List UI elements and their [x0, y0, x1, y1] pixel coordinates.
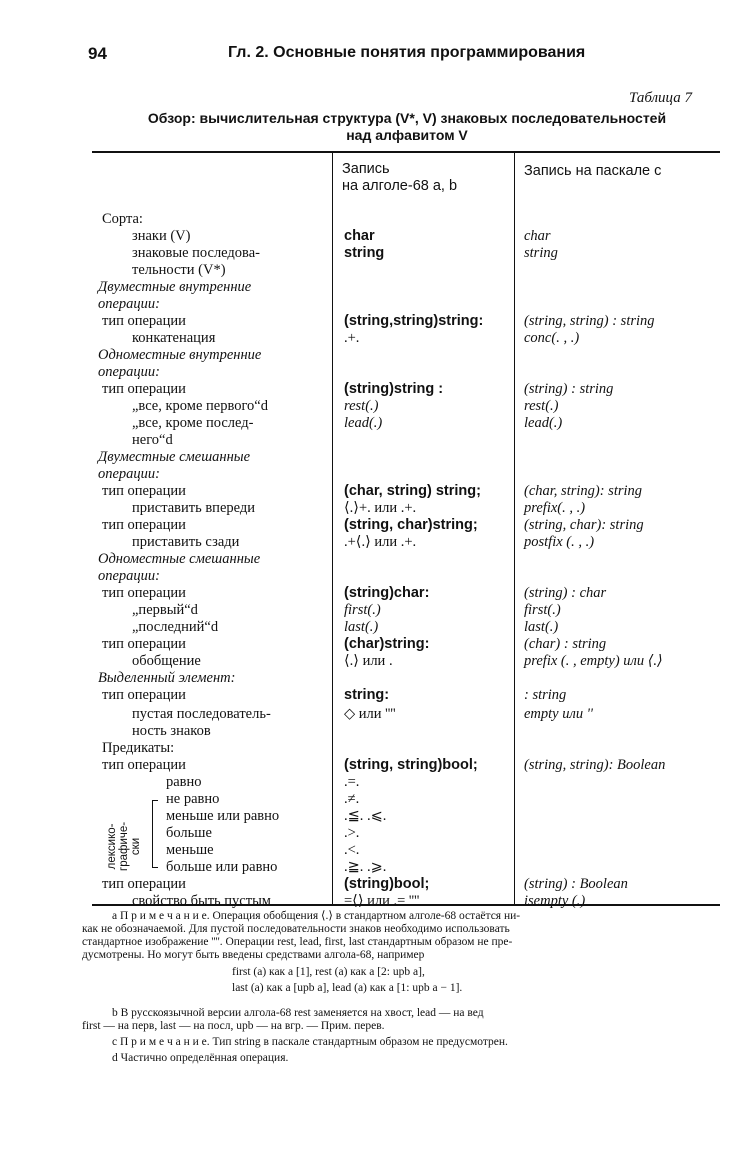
row-label: тип операции [102, 636, 186, 652]
algol-notation: .≧. .⩾. [344, 859, 387, 875]
table-title-line-1: Обзор: вычислительная структура (V*, V) знаковых последовательностей [147, 110, 667, 126]
pascal-notation: last(.) [524, 619, 559, 635]
footnote-line: с П р и м е ч а н и е. Тип string в паскале стандартным образом не предусмотрен. [112, 1036, 508, 1048]
algol-notation: (string,string)string: [344, 313, 484, 329]
footnote-line: first — на перв, last — на посл, upb — на вгр. — Прим. перев. [82, 1020, 385, 1032]
pascal-notation: (char, string): string [524, 483, 643, 499]
row-label: „последний“d [132, 619, 219, 635]
algol-notation: last(.) [344, 619, 379, 635]
row-label: Одноместные смешанные [98, 551, 261, 567]
algol-notation: =⟨⟩ или .= '''' [344, 893, 420, 909]
row-label: меньше [166, 842, 214, 858]
column-divider-1 [332, 153, 333, 904]
row-label: больше или равно [166, 859, 278, 875]
footnote-line: а П р и м е ч а н и е. Операция обобщения ⟨.⟩ в стандартном алголе-68 остаётся ни- [112, 910, 521, 922]
row-label: ность знаков [132, 723, 211, 739]
algol-notation: (string)bool; [344, 876, 430, 892]
row-label: операции: [98, 466, 161, 482]
row-label: Одноместные внутренние [98, 347, 262, 363]
row-label: меньше или равно [166, 808, 280, 824]
algol-notation: (char, string) string; [344, 483, 481, 499]
page-header [88, 44, 648, 66]
header-algol-line-2: на алголе-68 a, b [342, 178, 458, 194]
row-label: не равно [166, 791, 220, 807]
header-algol-line-1: Запись [342, 161, 390, 177]
algol-notation: (string)char: [344, 585, 430, 601]
row-label: тип операции [102, 585, 186, 601]
pascal-notation: prefix(. , .) [524, 500, 586, 516]
pascal-notation: lead(.) [524, 415, 563, 431]
header-pascal: Запись на паскале c [524, 163, 662, 179]
row-label: Двуместные внутренние [98, 279, 252, 295]
row-label: больше [166, 825, 212, 841]
pascal-notation: (string) : string [524, 381, 614, 397]
pascal-notation: (string, string): Boolean [524, 757, 666, 773]
row-label: конкатенация [132, 330, 216, 346]
row-label: Выделенный элемент: [98, 670, 236, 686]
footnote-line: b В русскоязычной версии алгола-68 rest заменяется на хвост, lead — на вед [112, 1007, 484, 1019]
algol-notation: .≠. [344, 791, 360, 807]
lexicographic-bracket [152, 800, 158, 868]
row-label: тип операции [102, 876, 186, 892]
row-label: операции: [98, 296, 161, 312]
algol-notation: .+. [344, 330, 360, 346]
pascal-notation: char [524, 228, 551, 244]
footnote-line: как не обозначаемой. Для пустой последовательности знаков необходимо использовать [82, 923, 510, 935]
algol-notation: (string, char)string; [344, 517, 478, 533]
lexicographic-label: лексико- графиче- ски [106, 821, 142, 871]
pascal-notation: (string) : char [524, 585, 607, 601]
algol-notation: ◇ или '''' [344, 706, 396, 722]
row-label: знаковые последова- [132, 245, 260, 261]
column-divider-2 [514, 153, 515, 904]
algol-notation: (string)string : [344, 381, 444, 397]
algol-notation: .<. [344, 842, 360, 858]
row-label: тип операции [102, 483, 186, 499]
pascal-notation: (char) : string [524, 636, 607, 652]
algol-notation: ⟨.⟩+. или .+. [344, 500, 417, 516]
row-label: тип операции [102, 517, 186, 533]
row-label: равно [166, 774, 202, 790]
algol-notation: .+⟨.⟩ или .+. [344, 534, 417, 550]
row-label: „первый“d [132, 602, 198, 618]
overview-table [92, 151, 720, 909]
algol-notation: lead(.) [344, 415, 383, 431]
row-label: пустая последователь- [132, 706, 271, 722]
algol-notation: .≦. .⩽. [344, 808, 387, 824]
table-number: Таблица 7 [629, 90, 692, 106]
footnote-line: дусмотрены. Но могут быть введены средствами алгола-68, например [82, 949, 425, 961]
algol-notation: .=. [344, 774, 360, 790]
pascal-notation: conc(. , .) [524, 330, 580, 346]
row-label: тип операции [102, 687, 186, 703]
pascal-notation: prefix (. , empty) или ⟨.⟩ [524, 653, 663, 669]
algol-notation: rest(.) [344, 398, 379, 414]
row-label: свойство быть пустым [132, 893, 271, 909]
algol-notation: (char)string: [344, 636, 430, 652]
row-label: Двуместные смешанные [98, 449, 251, 465]
algol-notation: char [344, 228, 375, 244]
row-label: знаки (V) [132, 228, 191, 244]
algol-notation: ⟨.⟩ или . [344, 653, 393, 669]
row-label: приставить сзади [132, 534, 240, 550]
algol-notation: string [344, 245, 385, 261]
row-label: Предикаты: [102, 740, 175, 756]
algol-notation: first(.) [344, 602, 381, 618]
pascal-notation: (string, string) : string [524, 313, 655, 329]
footnote-line: last (a) как a [upb a], lead (a) как a [1: upb a − 1]. [232, 982, 463, 994]
row-label: операции: [98, 568, 161, 584]
row-label: Сорта: [102, 211, 143, 227]
pascal-notation: empty или '' [524, 706, 593, 722]
table-title [96, 110, 718, 144]
pascal-notation: rest(.) [524, 398, 559, 414]
row-label: „все, кроме послед- [132, 415, 254, 431]
row-label: тельности (V*) [132, 262, 226, 278]
row-label: обобщение [132, 653, 201, 669]
row-label: приставить впереди [132, 500, 256, 516]
pascal-notation: first(.) [524, 602, 561, 618]
pascal-notation: : string [524, 687, 567, 703]
algol-notation: (string, string)bool; [344, 757, 478, 773]
pascal-notation: (string) : Boolean [524, 876, 628, 892]
row-label: тип операции [102, 313, 186, 329]
running-title: Гл. 2. Основные понятия программирования [228, 44, 586, 61]
table-title-line-2: над алфавитом V [346, 127, 468, 143]
algol-notation: .>. [344, 825, 360, 841]
footnote-line: d Частично определённая операция. [112, 1052, 289, 1064]
footnote-line: стандартное изображение ''''. Операции rest, lead, first, last стандартным образом не пре- [82, 936, 513, 948]
row-label: „все, кроме первого“d [132, 398, 268, 414]
row-label: операции: [98, 364, 161, 380]
footnote-line: first (a) как a [1], rest (a) как a [2: upb a], [232, 966, 425, 978]
pascal-notation: string [524, 245, 558, 261]
pascal-notation: postfix (. , .) [524, 534, 595, 550]
pascal-notation: isempty (.) [524, 893, 586, 909]
page-number: 94 [88, 44, 107, 63]
row-label: него“d [132, 432, 173, 448]
algol-notation: string: [344, 687, 390, 703]
row-label: тип операции [102, 381, 186, 397]
row-label: тип операции [102, 757, 186, 773]
pascal-notation: (string, char): string [524, 517, 644, 533]
